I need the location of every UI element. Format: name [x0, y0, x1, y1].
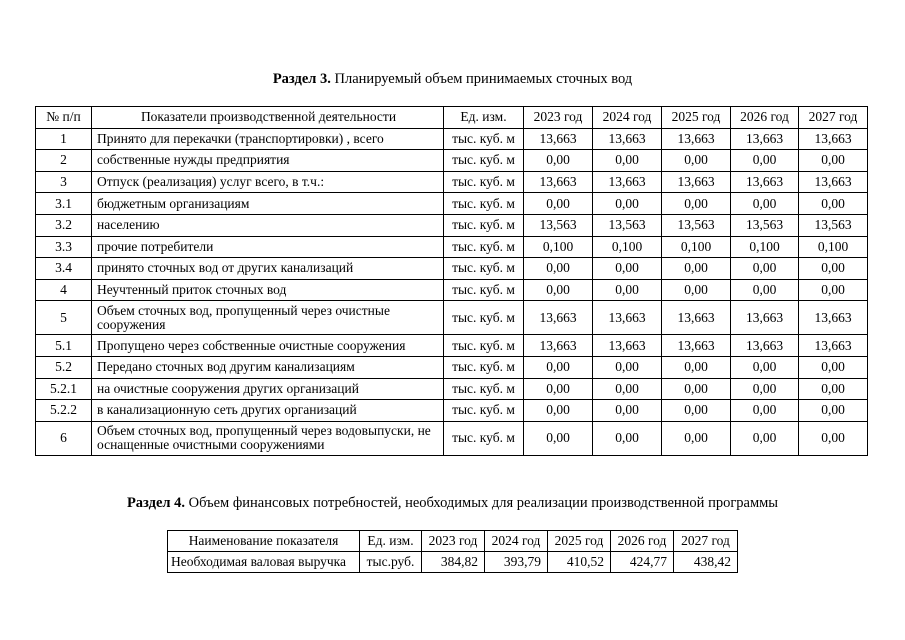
value-cell: 0,100 — [731, 236, 799, 258]
unit-cell: тыс. куб. м — [444, 128, 524, 150]
unit-cell: тыс. куб. м — [444, 193, 524, 215]
value-cell: 13,563 — [593, 214, 662, 236]
value-cell: 0,00 — [593, 400, 662, 422]
value-cell: 0,100 — [593, 236, 662, 258]
unit-cell: тыс. куб. м — [444, 279, 524, 301]
value-cell: 13,663 — [799, 128, 868, 150]
indicator-name: Пропущено через собственные очистные сооружения — [92, 335, 444, 357]
value-cell: 13,663 — [662, 171, 731, 193]
value-cell: 0,00 — [593, 193, 662, 215]
column-header: Ед. изм. — [360, 531, 422, 552]
row-number: 5.2 — [36, 356, 92, 378]
row-number: 2 — [36, 150, 92, 172]
indicator-name: Отпуск (реализация) услуг всего, в т.ч.: — [92, 171, 444, 193]
row-number: 5 — [36, 301, 92, 335]
indicator-name: собственные нужды предприятия — [92, 150, 444, 172]
unit-cell: тыс. куб. м — [444, 171, 524, 193]
column-header: 2027 год — [674, 531, 738, 552]
section4-table — [167, 530, 738, 573]
table-row — [36, 301, 868, 335]
unit-cell: тыс. куб. м — [444, 335, 524, 357]
table-row — [36, 335, 868, 357]
value-cell: 0,00 — [799, 356, 868, 378]
value-cell: 0,00 — [731, 193, 799, 215]
value-cell: 0,00 — [524, 258, 593, 280]
value-cell: 13,663 — [662, 128, 731, 150]
indicator-name: в канализационную сеть других организаций — [92, 400, 444, 422]
table-row — [168, 552, 738, 573]
value-cell: 0,100 — [662, 236, 731, 258]
value-cell: 13,663 — [799, 301, 868, 335]
value-cell: 13,663 — [799, 171, 868, 193]
value-cell: 0,00 — [524, 378, 593, 400]
indicator-name: бюджетным организациям — [92, 193, 444, 215]
value-cell: 13,663 — [731, 171, 799, 193]
value-cell: 424,77 — [611, 552, 674, 573]
row-number: 1 — [36, 128, 92, 150]
row-number: 6 — [36, 421, 92, 455]
value-cell: 0,00 — [662, 279, 731, 301]
value-cell: 13,663 — [524, 335, 593, 357]
row-number: 5.2.1 — [36, 378, 92, 400]
value-cell: 0,00 — [799, 421, 868, 455]
value-cell: 13,663 — [524, 128, 593, 150]
value-cell: 13,563 — [662, 214, 731, 236]
value-cell: 0,00 — [799, 279, 868, 301]
table-row — [36, 356, 868, 378]
value-cell: 0,00 — [662, 400, 731, 422]
unit-cell: тыс. куб. м — [444, 400, 524, 422]
column-header: Ед. изм. — [444, 107, 524, 129]
section3-table — [35, 106, 868, 456]
indicator-name: Передано сточных вод другим канализациям — [92, 356, 444, 378]
section4-heading — [0, 495, 905, 512]
unit-cell: тыс. куб. м — [444, 421, 524, 455]
column-header: 2025 год — [662, 107, 731, 129]
column-header: 2023 год — [422, 531, 485, 552]
unit-cell: тыс. куб. м — [444, 236, 524, 258]
indicator-name: прочие потребители — [92, 236, 444, 258]
value-cell: 0,00 — [593, 356, 662, 378]
indicator-name: Объем сточных вод, пропущенный через водовыпуски, не оснащенные очистными сооружениями — [92, 421, 444, 455]
row-number: 3.2 — [36, 214, 92, 236]
indicator-name: Необходимая валовая выручка — [168, 552, 360, 573]
value-cell: 410,52 — [548, 552, 611, 573]
value-cell: 393,79 — [485, 552, 548, 573]
value-cell: 13,663 — [662, 301, 731, 335]
value-cell: 0,00 — [662, 150, 731, 172]
value-cell: 0,00 — [799, 378, 868, 400]
value-cell: 0,00 — [524, 421, 593, 455]
value-cell: 0,00 — [799, 193, 868, 215]
row-number: 3.1 — [36, 193, 92, 215]
value-cell: 13,563 — [524, 214, 593, 236]
value-cell: 13,663 — [731, 128, 799, 150]
table-header-row — [36, 107, 868, 129]
value-cell: 0,00 — [524, 150, 593, 172]
column-header: Показатели производственной деятельности — [92, 107, 444, 129]
column-header: 2023 год — [524, 107, 593, 129]
column-header: 2026 год — [731, 107, 799, 129]
section4-title-text: Объем финансовых потребностей, необходимых для реализации производственной программы — [185, 495, 779, 511]
value-cell: 13,663 — [731, 301, 799, 335]
table-row — [36, 214, 868, 236]
table-row — [36, 279, 868, 301]
column-header: № п/п — [36, 107, 92, 129]
unit-cell: тыс. куб. м — [444, 258, 524, 280]
section3-heading — [0, 71, 905, 88]
value-cell: 0,00 — [731, 150, 799, 172]
value-cell: 13,663 — [593, 301, 662, 335]
value-cell: 0,00 — [731, 400, 799, 422]
value-cell: 0,00 — [593, 279, 662, 301]
value-cell: 13,663 — [731, 335, 799, 357]
indicator-name: принято сточных вод от других канализаций — [92, 258, 444, 280]
indicator-name: Неучтенный приток сточных вод — [92, 279, 444, 301]
unit-cell: тыс. куб. м — [444, 378, 524, 400]
table-row — [36, 150, 868, 172]
row-number: 5.2.2 — [36, 400, 92, 422]
value-cell: 0,100 — [524, 236, 593, 258]
table-row — [36, 236, 868, 258]
table-row — [36, 421, 868, 455]
unit-cell: тыс. куб. м — [444, 356, 524, 378]
table-header-row — [168, 531, 738, 552]
value-cell: 13,663 — [524, 171, 593, 193]
column-header: 2024 год — [485, 531, 548, 552]
value-cell: 0,00 — [662, 378, 731, 400]
table-row — [36, 193, 868, 215]
value-cell: 13,663 — [593, 128, 662, 150]
unit-cell: тыс. куб. м — [444, 150, 524, 172]
value-cell: 0,00 — [731, 378, 799, 400]
value-cell: 0,00 — [662, 421, 731, 455]
table-row — [36, 378, 868, 400]
value-cell: 13,663 — [593, 171, 662, 193]
value-cell: 0,00 — [524, 279, 593, 301]
value-cell: 13,663 — [799, 335, 868, 357]
value-cell: 0,00 — [524, 193, 593, 215]
value-cell: 438,42 — [674, 552, 738, 573]
column-header: Наименование показателя — [168, 531, 360, 552]
table-row — [36, 400, 868, 422]
table-row — [36, 128, 868, 150]
value-cell: 0,00 — [662, 356, 731, 378]
value-cell: 0,00 — [731, 356, 799, 378]
value-cell: 0,00 — [524, 400, 593, 422]
value-cell: 13,663 — [662, 335, 731, 357]
value-cell: 13,663 — [593, 335, 662, 357]
value-cell: 384,82 — [422, 552, 485, 573]
row-number: 3.4 — [36, 258, 92, 280]
value-cell: 0,00 — [593, 258, 662, 280]
value-cell: 13,663 — [524, 301, 593, 335]
value-cell: 13,563 — [799, 214, 868, 236]
value-cell: 0,00 — [799, 258, 868, 280]
indicator-name: населению — [92, 214, 444, 236]
row-number: 3 — [36, 171, 92, 193]
value-cell: 0,00 — [662, 193, 731, 215]
section4-title-bold: Раздел 4. — [126, 495, 186, 511]
column-header: 2024 год — [593, 107, 662, 129]
unit-cell: тыс.руб. — [360, 552, 422, 573]
value-cell: 0,00 — [731, 258, 799, 280]
value-cell: 0,00 — [731, 279, 799, 301]
column-header: 2025 год — [548, 531, 611, 552]
indicator-name: Объем сточных вод, пропущенный через очистные сооружения — [92, 301, 444, 335]
value-cell: 13,563 — [731, 214, 799, 236]
row-number: 4 — [36, 279, 92, 301]
value-cell: 0,00 — [593, 378, 662, 400]
value-cell: 0,00 — [662, 258, 731, 280]
indicator-name: на очистные сооружения других организаций — [92, 378, 444, 400]
value-cell: 0,100 — [799, 236, 868, 258]
unit-cell: тыс. куб. м — [444, 214, 524, 236]
unit-cell: тыс. куб. м — [444, 301, 524, 335]
indicator-name: Принято для перекачки (транспортировки) , всего — [92, 128, 444, 150]
value-cell: 0,00 — [593, 150, 662, 172]
value-cell: 0,00 — [799, 150, 868, 172]
value-cell: 0,00 — [593, 421, 662, 455]
table-row — [36, 171, 868, 193]
section3-title-bold: Раздел 3. — [272, 71, 331, 87]
column-header: 2026 год — [611, 531, 674, 552]
value-cell: 0,00 — [524, 356, 593, 378]
row-number: 5.1 — [36, 335, 92, 357]
section3-title-text: Планируемый объем принимаемых сточных вод — [330, 71, 633, 87]
column-header: 2027 год — [799, 107, 868, 129]
table-row — [36, 258, 868, 280]
value-cell: 0,00 — [799, 400, 868, 422]
row-number: 3.3 — [36, 236, 92, 258]
value-cell: 0,00 — [731, 421, 799, 455]
